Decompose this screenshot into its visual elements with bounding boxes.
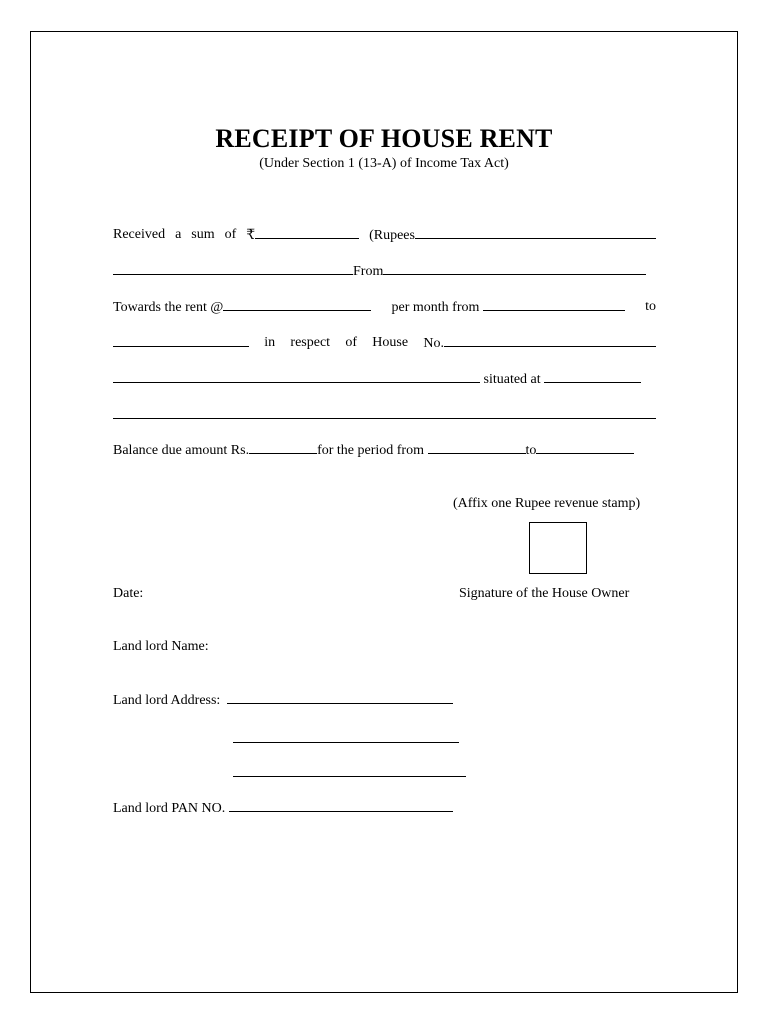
location-field[interactable] bbox=[544, 370, 641, 383]
amount-in-words-field[interactable] bbox=[415, 226, 656, 239]
house-word: House bbox=[372, 335, 409, 350]
form-title: RECEIPT OF HOUSE RENT bbox=[215, 124, 553, 153]
rupees-label: (Rupees bbox=[369, 228, 415, 243]
per-month-from-label: per month from bbox=[391, 300, 480, 315]
situated-at-label: situated at bbox=[483, 372, 541, 387]
from-label: From bbox=[353, 264, 384, 279]
sum-word: sum bbox=[191, 227, 215, 242]
rupee-symbol: ₹ bbox=[246, 228, 256, 243]
amount-field[interactable] bbox=[255, 226, 359, 239]
date-label: Date: bbox=[113, 586, 144, 601]
period-end-field[interactable] bbox=[113, 334, 249, 347]
monthly-rent-field[interactable] bbox=[223, 298, 371, 311]
landlord-name-label: Land lord Name: bbox=[113, 639, 209, 654]
balance-period-end-field[interactable] bbox=[536, 441, 634, 454]
of-word-2: of bbox=[345, 335, 358, 350]
row-balance-due bbox=[113, 441, 634, 460]
row-towards-rent bbox=[113, 298, 656, 317]
row-landlord-address-2 bbox=[233, 730, 459, 749]
landlord-address-label: Land lord Address: bbox=[113, 693, 221, 708]
location-continued-field[interactable] bbox=[113, 406, 656, 419]
amount-in-words-continued-field[interactable] bbox=[113, 262, 353, 275]
received-word: Received bbox=[113, 227, 166, 242]
tenant-name-field[interactable] bbox=[383, 262, 646, 275]
rupees-group bbox=[369, 226, 656, 245]
balance-period-start-field[interactable] bbox=[428, 441, 526, 454]
to-label: to bbox=[645, 299, 656, 314]
signature-label: Signature of the House Owner bbox=[459, 586, 630, 601]
row-address-continued bbox=[113, 406, 656, 425]
row-landlord-address-3 bbox=[233, 764, 466, 783]
no-label: No. bbox=[423, 336, 444, 351]
form-subtitle: (Under Section 1 (13-A) of Income Tax Act) bbox=[259, 156, 509, 171]
stamp-label: (Affix one Rupee revenue stamp) bbox=[453, 496, 641, 511]
house-number-field[interactable] bbox=[444, 334, 656, 347]
respect-word: respect bbox=[290, 335, 331, 350]
row-from bbox=[113, 262, 646, 281]
house-address-field[interactable] bbox=[113, 370, 480, 383]
landlord-address-line-1[interactable] bbox=[227, 691, 453, 704]
in-word: in bbox=[264, 335, 276, 350]
house-no-group bbox=[423, 334, 656, 353]
balance-amount-field[interactable] bbox=[249, 441, 317, 454]
row-landlord-pan bbox=[113, 799, 453, 818]
amount-group bbox=[246, 226, 359, 245]
landlord-address-line-3[interactable] bbox=[233, 764, 466, 777]
a-word: a bbox=[175, 227, 182, 242]
landlord-address-line-2[interactable] bbox=[233, 730, 459, 743]
for-period-from-label: for the period from bbox=[317, 443, 424, 458]
period-group bbox=[392, 298, 625, 317]
revenue-stamp-box[interactable] bbox=[529, 522, 587, 574]
period-start-field[interactable] bbox=[483, 298, 625, 311]
row-house-no bbox=[113, 334, 656, 353]
row-situated bbox=[113, 370, 641, 389]
rent-group bbox=[113, 298, 371, 317]
row-landlord-address bbox=[113, 691, 453, 710]
landlord-pan-field[interactable] bbox=[229, 799, 453, 812]
row-received-sum bbox=[113, 226, 656, 245]
landlord-pan-label: Land lord PAN NO. bbox=[113, 801, 226, 816]
balance-to-label: to bbox=[525, 443, 537, 458]
towards-label: Towards the rent @ bbox=[113, 300, 224, 315]
balance-due-label: Balance due amount Rs. bbox=[113, 443, 250, 458]
of-word: of bbox=[224, 227, 237, 242]
